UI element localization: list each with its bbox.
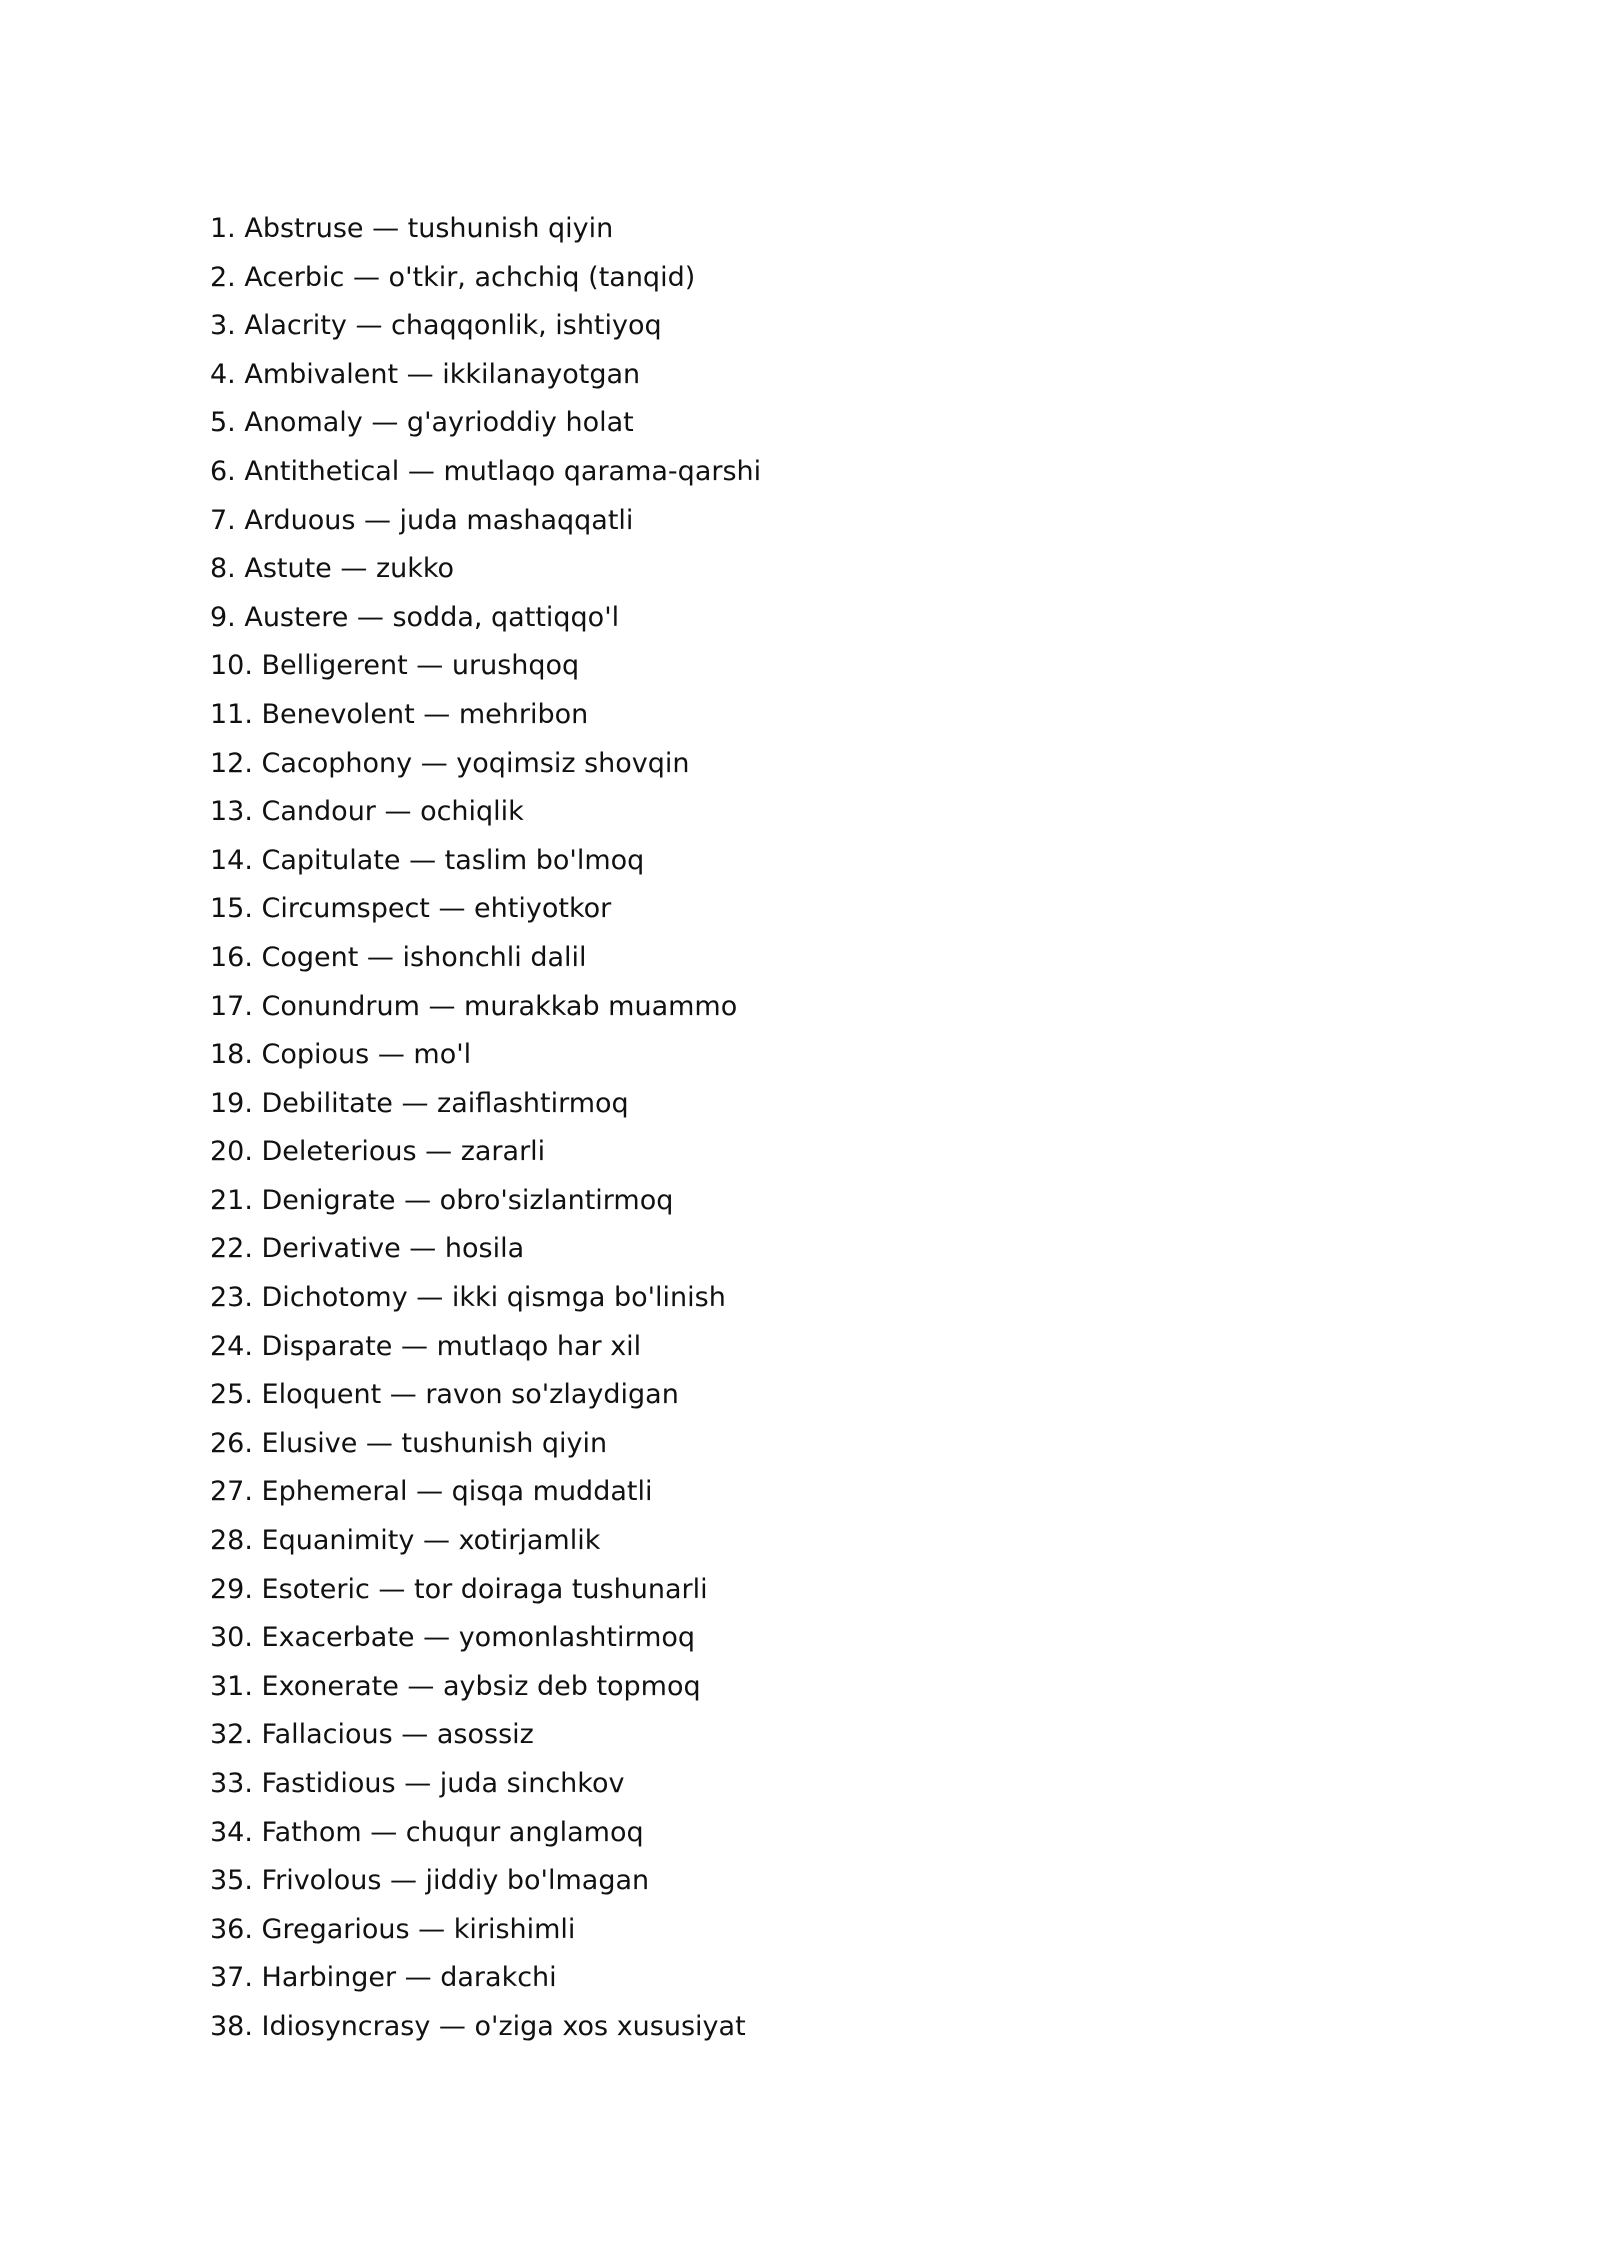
vocabulary-list-item: 12. Cacophony — yoqimsiz shovqin	[210, 747, 690, 779]
vocabulary-list-item: 32. Fallacious — asossiz	[210, 1719, 534, 1751]
vocabulary-list-item: 33. Fastidious — juda sinchkov	[210, 1768, 625, 1799]
vocabulary-list-item: 14. Capitulate — taslim bo'lmoq	[210, 844, 645, 876]
vocabulary-list-item: 17. Conundrum — murakkab muammo	[210, 990, 738, 1022]
vocabulary-list	[210, 205, 761, 2052]
vocabulary-list-item: 35. Frivolous — jiddiy bo'lmagan	[210, 1865, 650, 1897]
vocabulary-list-item: 37. Harbinger — darakchi	[210, 1962, 557, 1994]
vocabulary-list-item: 2. Acerbic — o'tkir, achchiq (tanqid)	[210, 261, 696, 293]
vocabulary-list-item: 30. Exacerbate — yomonlashtirmoq	[210, 1622, 696, 1654]
vocabulary-list-item: 26. Elusive — tushunish qiyin	[210, 1427, 608, 1459]
vocabulary-list-item: 11. Benevolent — mehribon	[210, 698, 589, 730]
vocabulary-list-item: 31. Exonerate — aybsiz deb topmoq	[210, 1670, 701, 1702]
vocabulary-list-item: 36. Gregarious — kirishimli	[210, 1913, 576, 1945]
vocabulary-list-item: 9. Austere — sodda, qattiqqo'l	[210, 601, 620, 633]
vocabulary-list-item: 18. Copious — mo'l	[210, 1039, 472, 1071]
vocabulary-list-item: 29. Esoteric — tor doiraga tushunarli	[210, 1573, 708, 1605]
vocabulary-list-item: 20. Deleterious — zararli	[210, 1136, 546, 1168]
vocabulary-list-item: 15. Circumspect — ehtiyotkor	[210, 893, 612, 925]
vocabulary-list-item: 25. Eloquent — ravon so'zlaydigan	[210, 1379, 679, 1411]
vocabulary-list-item: 7. Arduous — juda mashaqqatli	[210, 504, 634, 536]
vocabulary-list-item: 24. Disparate — mutlaqo har xil	[210, 1330, 642, 1362]
vocabulary-list-item: 23. Dichotomy — ikki qismga bo'linish	[210, 1282, 726, 1314]
vocabulary-list-item: 21. Denigrate — obro'sizlantirmoq	[210, 1184, 674, 1216]
vocabulary-list-item: 4. Ambivalent — ikkilanayotgan	[210, 358, 641, 390]
vocabulary-list-item: 1. Abstruse — tushunish qiyin	[210, 213, 614, 244]
vocabulary-list-item: 8. Astute — zukko	[210, 553, 455, 585]
vocabulary-list-item: 5. Anomaly — g'ayrioddiy holat	[210, 407, 634, 439]
vocabulary-list-item: 10. Belligerent — urushqoq	[210, 650, 580, 682]
vocabulary-list-item: 34. Fathom — chuqur anglamoq	[210, 1816, 644, 1848]
vocabulary-list-item: 22. Derivative — hosila	[210, 1233, 525, 1265]
vocabulary-list-item: 3. Alacrity — chaqqonlik, ishtiyoq	[210, 310, 662, 342]
vocabulary-list-item: 38. Idiosyncrasy — o'ziga xos xususiyat	[210, 2010, 746, 2042]
vocabulary-list-item: 27. Ephemeral — qisqa muddatli	[210, 1476, 653, 1508]
vocabulary-list-item: 19. Debilitate — zaiflashtirmoq	[210, 1087, 629, 1119]
vocabulary-list-item: 28. Equanimity — xotirjamlik	[210, 1525, 601, 1557]
vocabulary-list-item: 6. Antithetical — mutlaqo qarama-qarshi	[210, 455, 762, 487]
vocabulary-list-item: 16. Cogent — ishonchli dalil	[210, 941, 587, 973]
vocabulary-list-item: 13. Candour — ochiqlik	[210, 796, 524, 828]
